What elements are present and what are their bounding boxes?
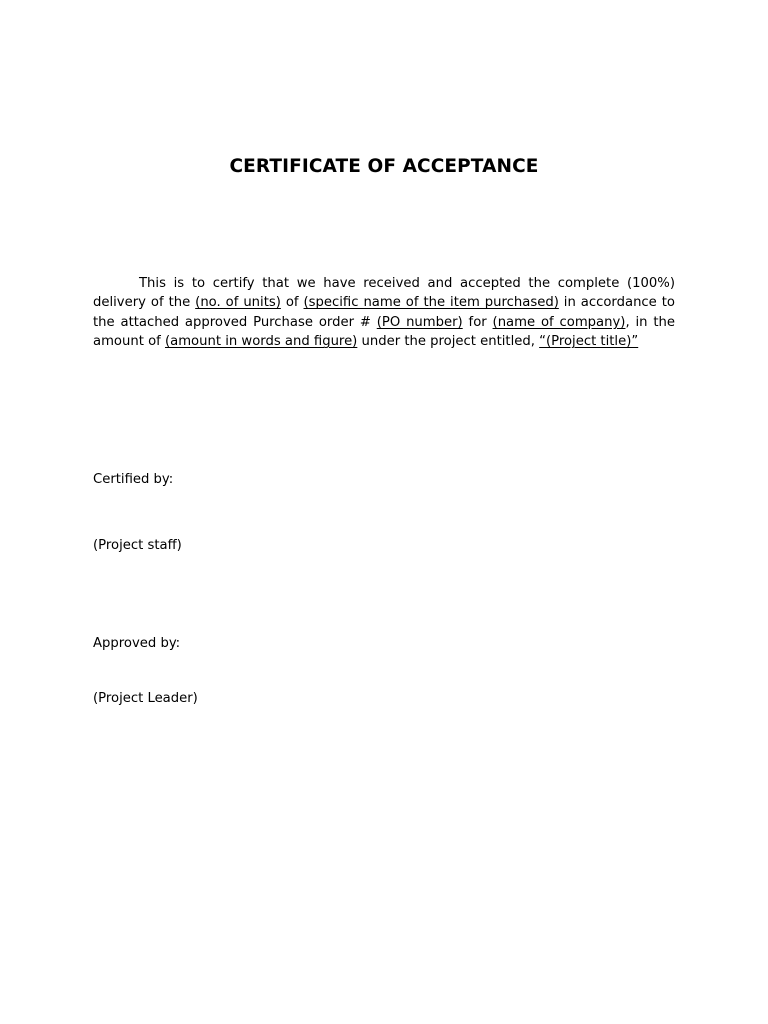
certified-by-label: Certified by: bbox=[93, 472, 174, 487]
body-text-part5: , in the amount of bbox=[93, 314, 675, 350]
document-title: CERTIFICATE OF ACCEPTANCE bbox=[229, 156, 539, 177]
approved-by-name: (Project Leader) bbox=[93, 691, 198, 706]
body-text-part4: for bbox=[462, 314, 493, 330]
certified-by-name: (Project staff) bbox=[93, 538, 182, 553]
body-text-part1: This is to certify that we have received and accepted the complete (100%) delivery of the bbox=[93, 276, 675, 311]
body-text-part3: in accordance to the attached approved Purchase order # bbox=[93, 295, 675, 330]
company-placeholder: (name of company) bbox=[492, 314, 626, 330]
po-number-placeholder: (PO number) bbox=[376, 314, 463, 330]
amount-placeholder: (amount in words and figure) bbox=[164, 334, 358, 350]
item-placeholder: (specific name of the item purchased) bbox=[303, 295, 559, 311]
approved-by-label: Approved by: bbox=[93, 636, 181, 651]
units-placeholder: (no. of units) bbox=[195, 295, 281, 311]
project-title-placeholder: “(Project title)” bbox=[539, 334, 639, 350]
body-text-part2: of bbox=[280, 295, 304, 311]
body-text-part6: under the project entitled, bbox=[357, 334, 540, 350]
certificate-body bbox=[93, 274, 675, 352]
